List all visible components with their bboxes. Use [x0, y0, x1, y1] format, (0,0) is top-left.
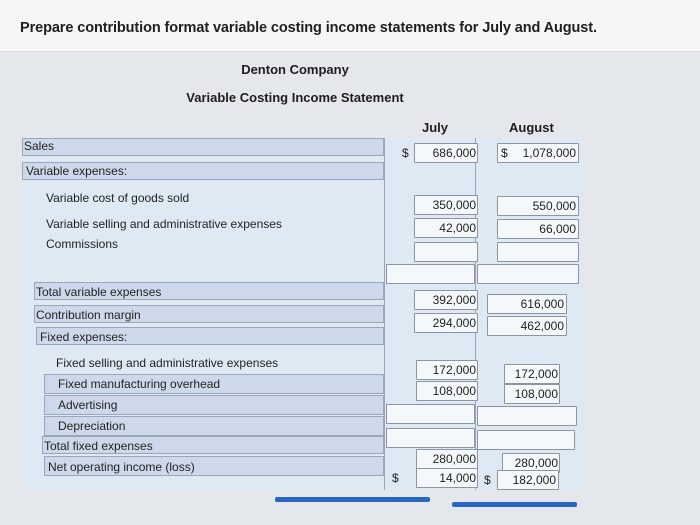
- total-variable-july-value: 392,000: [432, 293, 476, 307]
- blank-july-input[interactable]: [386, 264, 475, 284]
- depreciation-july-input[interactable]: [386, 428, 475, 448]
- statement-title: Variable Costing Income Statement: [186, 90, 404, 105]
- sales-august-value: 1,078,000: [522, 146, 576, 160]
- advertising-label: Advertising: [58, 398, 118, 412]
- column-header-august: August: [509, 120, 554, 135]
- fixed-selling-admin-label: Fixed selling and administrative expenses: [56, 356, 279, 370]
- var-selling-admin-august-value: 66,000: [539, 222, 576, 236]
- august-total-underline: [452, 502, 577, 507]
- column-header-july: July: [422, 120, 449, 135]
- sales-august-dollar: $: [501, 146, 508, 160]
- question-prompt: Prepare contribution format variable costing income statements for July and August.: [0, 0, 700, 52]
- commissions-label: Commissions: [46, 237, 119, 251]
- var-selling-admin-label: Variable selling and administrative expenses: [46, 217, 282, 231]
- var-selling-admin-july-value: 42,000: [439, 221, 476, 235]
- net-operating-income-label: Net operating income (loss): [48, 460, 195, 474]
- var-cogs-label: Variable cost of goods sold: [46, 191, 190, 205]
- company-name: Denton Company: [241, 62, 349, 77]
- noi-august-value: 182,000: [512, 473, 556, 487]
- sales-july-value: 686,000: [432, 146, 476, 160]
- total-fixed-august-value: 280,000: [514, 456, 558, 470]
- row-highlight-sales: [22, 138, 384, 156]
- commissions-july-input[interactable]: [414, 242, 478, 262]
- total-fixed-july-value: 280,000: [432, 452, 476, 466]
- fixed-mfg-overhead-label: Fixed manufacturing overhead: [58, 377, 221, 391]
- sales-july-dollar: $: [402, 146, 409, 160]
- variable-expenses-label: Variable expenses:: [26, 164, 128, 178]
- advertising-july-input[interactable]: [386, 404, 475, 424]
- total-fixed-label: Total fixed expenses: [44, 439, 153, 453]
- commissions-august-input[interactable]: [497, 242, 579, 262]
- total-variable-label: Total variable expenses: [36, 285, 162, 299]
- noi-july-value: 14,000: [439, 471, 476, 485]
- depreciation-label: Depreciation: [58, 419, 126, 433]
- column-divider: [384, 138, 385, 490]
- fixed-expenses-label: Fixed expenses:: [40, 330, 128, 344]
- contribution-margin-august-value: 462,000: [520, 319, 564, 333]
- sales-label: Sales: [24, 139, 55, 153]
- income-statement-table: [22, 138, 582, 490]
- advertising-august-input[interactable]: [477, 406, 577, 426]
- total-variable-august-value: 616,000: [520, 297, 564, 311]
- july-total-underline: [275, 497, 430, 502]
- var-cogs-august-value: 550,000: [532, 199, 576, 213]
- blank-august-input[interactable]: [477, 264, 579, 284]
- fixed-mfg-overhead-july-value: 108,000: [432, 384, 476, 398]
- noi-july-dollar: $: [392, 471, 399, 485]
- contribution-margin-july-value: 294,000: [432, 316, 476, 330]
- var-cogs-july-value: 350,000: [432, 198, 476, 212]
- depreciation-august-input[interactable]: [477, 430, 575, 450]
- noi-august-dollar: $: [484, 473, 491, 487]
- fixed-selling-admin-august-value: 172,000: [514, 367, 558, 381]
- fixed-selling-admin-july-value: 172,000: [432, 363, 476, 377]
- contribution-margin-label: Contribution margin: [36, 308, 141, 322]
- fixed-mfg-overhead-august-value: 108,000: [514, 387, 558, 401]
